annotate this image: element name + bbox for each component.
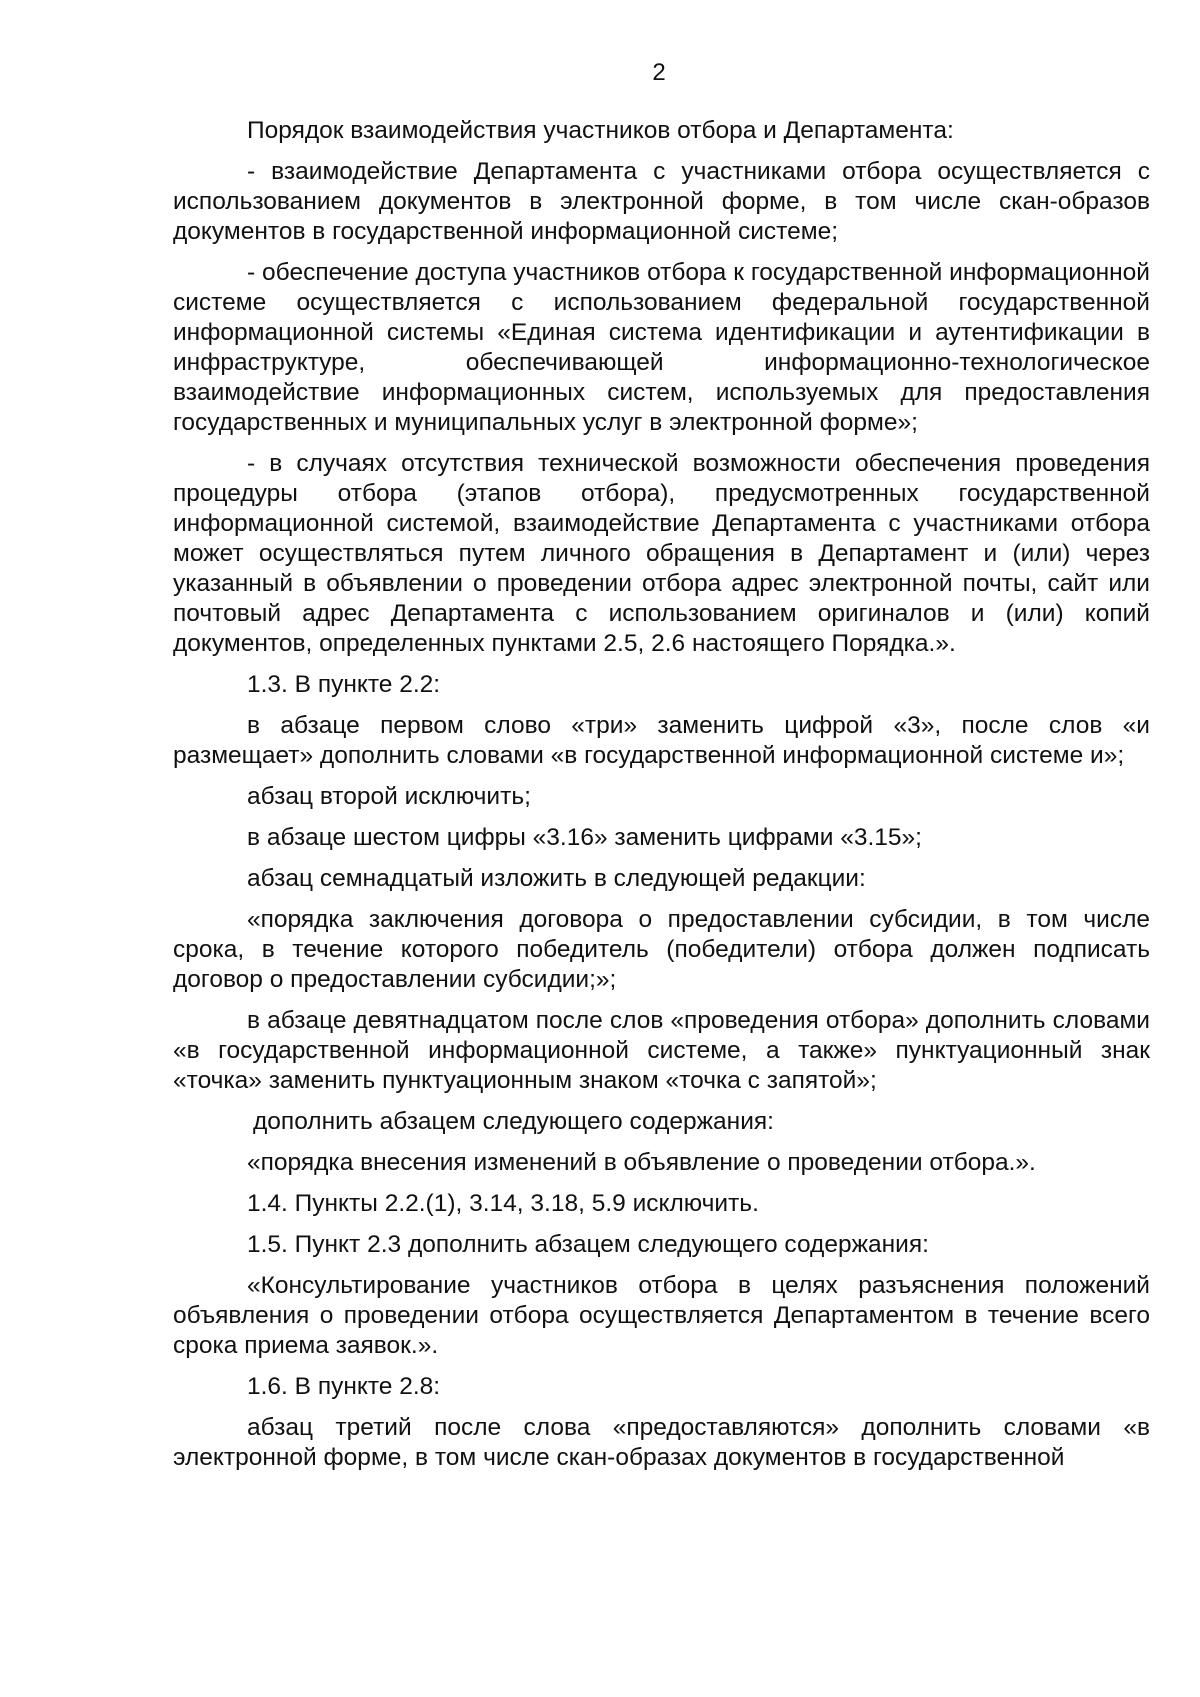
paragraph-esia-access: - обеспечение доступа участников отбора к государственной информационной системе осуществляется с использованием федеральной государственной информационной системы «Единая система идентификации и аутентификации в инфраструктуре, обеспечивающей информационно-технологическое взаимодействие информационных систем, используемых для предоставления государственных и муниципальных услуг в электронной форме»;: [173, 259, 1150, 436]
paragraph-no-technical-possibility: - в случаях отсутствия технической возможности обеспечения проведения процедуры отбора (этапов отбора), предусмотренных государственной информационной системой, взаимодействие Департамента с участниками отбора может осуществляться путем личного обращения в Департамент и (или) через указанный в объявлении о проведении отбора адрес электронной почты, сайт или почтовый адрес Департамента с использованием оригиналов и (или) копий документов, определенных пунктами 2.5, 2.6 настоящего Порядка.».: [173, 450, 1150, 657]
paragraph-item-1-5: 1.5. Пункт 2.3 дополнить абзацем следующего содержания:: [247, 1231, 929, 1258]
paragraph-item-1-4: 1.4. Пункты 2.2.(1), 3.14, 3.18, 5.9 исключить.: [247, 1190, 759, 1217]
paragraph-add-abzac: дополнить абзацем следующего содержания:: [253, 1108, 774, 1135]
paragraph-seventeenth-abzac: абзац семнадцатый изложить в следующей редакции:: [247, 865, 866, 892]
paragraph-nineteenth-abzac: в абзаце девятнадцатом после слов «проведения отбора» дополнить словами «в государственной информационной системе, а также» пунктуационный знак «точка» заменить пунктуационным знаком «точка с запятой»;: [173, 1007, 1150, 1094]
paragraph-changes-order: «порядка внесения изменений в объявление о проведении отбора.».: [247, 1149, 1036, 1176]
paragraph-second-abzac: абзац второй исключить;: [247, 783, 531, 810]
paragraph-sixth-abzac: в абзаце шестом цифры «3.16» заменить цифрами «3.15»;: [247, 824, 922, 851]
paragraph-interaction-order: Порядок взаимодействия участников отбора и Департамента:: [247, 117, 954, 144]
paragraph-item-1-3: 1.3. В пункте 2.2:: [247, 671, 441, 698]
paragraph-first-abzac: в абзаце первом слово «три» заменить цифрой «3», после слов «и размещает» дополнить словами «в государственной информационной системе и»;: [173, 712, 1150, 769]
paragraph-consulting: «Консультирование участников отбора в целях разъяснения положений объявления о проведении отбора осуществляется Департаментом в течение всего срока приема заявок.».: [173, 1272, 1150, 1359]
paragraph-item-1-6: 1.6. В пункте 2.8:: [247, 1373, 441, 1400]
page-number: 2: [652, 59, 666, 86]
paragraph-third-abzac: абзац третий после слова «предоставляются» дополнить словами «в электронной форме, в том числе скан-образах документов в государственной: [173, 1414, 1150, 1471]
paragraph-contract-order: «порядка заключения договора о предоставлении субсидии, в том числе срока, в течение которого победитель (победители) отбора должен подписать договор о предоставлении субсидии;»;: [173, 906, 1150, 993]
document-body: [173, 116, 1150, 1484]
paragraph-electronic-documents: - взаимодействие Департамента с участниками отбора осуществляется с использованием документов в электронной форме, в том числе скан-образов документов в государственной информационной системе;: [173, 158, 1150, 245]
